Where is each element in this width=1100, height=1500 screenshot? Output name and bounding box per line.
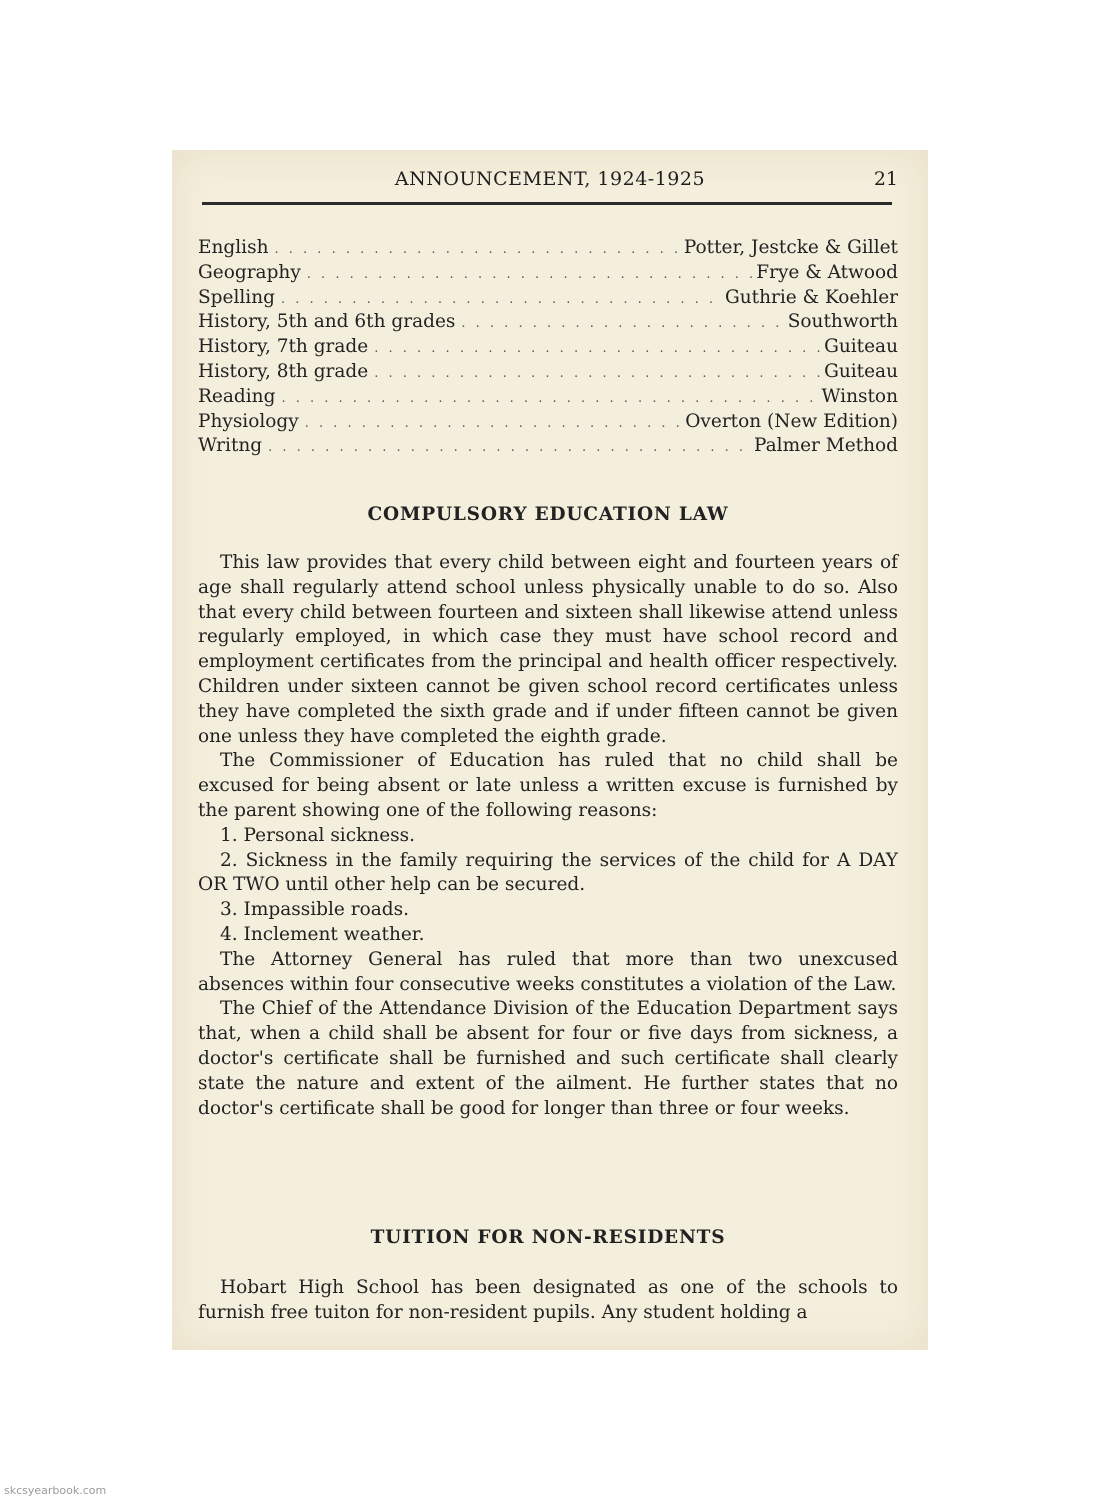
list-item (198, 335, 898, 360)
list-item (198, 236, 898, 261)
tuition-body (198, 1276, 898, 1326)
textbook-author: Winston (821, 385, 898, 407)
textbook-subject: History, 5th and 6th grades (198, 311, 456, 333)
paragraph: The Commissioner of Education has ruled that no child shall be excused for being absent or late unless a written excuse is furnished by the parent showing one of the following reasons: (198, 750, 898, 821)
dot-leader (275, 238, 680, 263)
dot-leader (281, 288, 721, 313)
dot-leader (461, 312, 783, 337)
textbook-subject: Geography (198, 261, 301, 283)
dot-leader (305, 412, 682, 437)
textbook-author: Palmer Method (754, 435, 898, 457)
textbook-subject: Reading (198, 385, 276, 407)
dot-leader (268, 436, 750, 461)
header-title: ANNOUNCEMENT, 1924-1925 (394, 168, 706, 190)
textbook-author: Southworth (787, 311, 898, 333)
list-item: 4. Inclement weather. (220, 923, 425, 945)
textbook-author: Guiteau (824, 336, 898, 358)
page-number: 21 (873, 168, 898, 190)
textbook-author: Potter, Jestcke & Gillet (683, 237, 898, 258)
textbook-author: Overton (New Edition) (685, 410, 898, 432)
list-item (198, 360, 898, 385)
list-item: 2. Sickness in the family requiring the services of the child for A DAY OR TWO until other help can be secured. (198, 849, 898, 896)
textbook-subject: History, 8th grade (198, 360, 369, 382)
dot-leader (374, 337, 820, 362)
textbook-subject: History, 7th grade (198, 336, 369, 358)
paragraph: The Chief of the Attendance Division of the Education Department says that, when a child shall be absent for four or five days from sickness, a doctor's certificate shall be furnished and such certificate shall clearly state the nature and extent of the ailment. He further states that no doctor's certificate shall be good for longer than three or four weeks. (198, 998, 898, 1119)
list-item (198, 434, 898, 459)
textbook-list (198, 236, 898, 459)
textbook-author: Guiteau (824, 360, 898, 382)
paragraph: The Attorney General has ruled that more than two unexcused absences within four consecutive weeks constitutes a violation of the Law. (198, 948, 898, 995)
paragraph: Hobart High School has been designated as one of the schools to furnish free tuiton for non-resident pupils. Any student holding a (198, 1277, 898, 1323)
document-page (172, 150, 928, 1350)
textbook-author: Guthrie & Koehler (724, 286, 898, 308)
compulsory-heading: COMPULSORY EDUCATION LAW (367, 504, 729, 525)
list-item (198, 410, 898, 435)
textbook-subject: Writng (198, 435, 263, 457)
textbook-subject: Spelling (198, 286, 275, 308)
list-item (198, 261, 898, 286)
paragraph: This law provides that every child between eight and fourteen years of age shall regularly attend school unless physically unable to do so. Also that every child between fourteen and sixteen shall likewise attend unless regularly employed, in which case they must have school record and employment certificates from the principal and health officer respectively. Children under sixteen cannot be given school record certificates unless they have completed the sixth grade and if under fifteen cannot be given one unless they have completed the eighth grade. (198, 552, 898, 747)
list-item (198, 286, 898, 311)
textbook-subject: Physiology (198, 410, 299, 432)
watermark: skcsyearbook.com (4, 1484, 107, 1497)
header-rule (202, 202, 892, 205)
list-item (198, 385, 898, 410)
list-item: 3. Impassible roads. (220, 899, 409, 921)
tuition-heading: TUITION FOR NON-RESIDENTS (370, 1227, 726, 1248)
textbook-subject: English (198, 237, 269, 258)
list-item (198, 310, 898, 335)
dot-leader (307, 263, 752, 288)
textbook-author: Frye & Atwood (756, 261, 898, 283)
list-item: 1. Personal sickness. (220, 824, 416, 846)
compulsory-body (198, 551, 898, 1121)
dot-leader (281, 387, 817, 412)
dot-leader (374, 362, 820, 387)
page-header (202, 168, 898, 198)
